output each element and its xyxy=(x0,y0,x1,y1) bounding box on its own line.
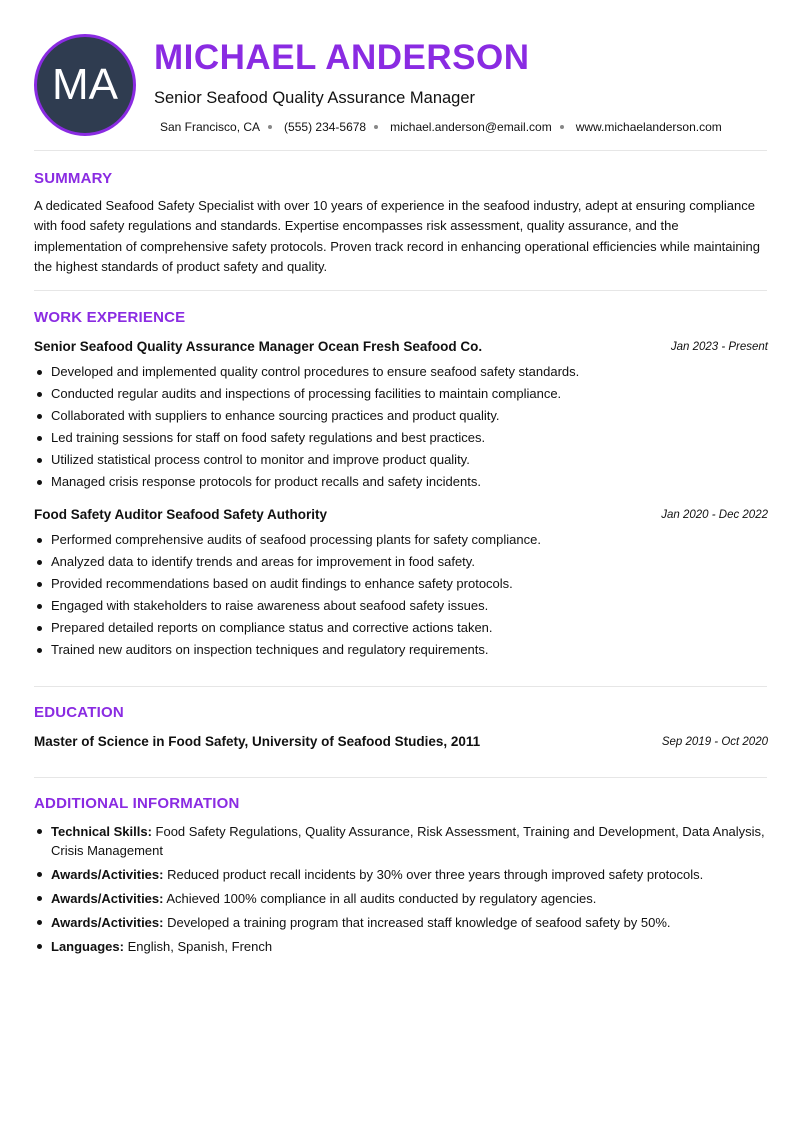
list-item xyxy=(34,822,770,860)
list-item: Collaborated with suppliers to enhance sourcing practices and product quality. xyxy=(34,405,770,427)
job-role: Food Safety Auditor Seafood Safety Authority xyxy=(34,507,328,522)
resume-header xyxy=(34,34,768,138)
item-text: Developed a training program that increased staff knowledge of seafood safety by 50%. xyxy=(163,915,671,930)
summary-heading: SUMMARY xyxy=(34,170,113,187)
list-item: Managed crisis response protocols for product recalls and safety incidents. xyxy=(34,471,770,493)
list-item: Analyzed data to identify trends and areas for improvement in food safety. xyxy=(34,551,770,573)
list-item: Performed comprehensive audits of seafood processing plants for safety compliance. xyxy=(34,529,770,551)
list-item: Trained new auditors on inspection techniques and regulatory requirements. xyxy=(34,639,770,661)
job-dates: Jan 2023 - Present xyxy=(670,341,768,353)
contact-phone: (555) 234-5678 xyxy=(284,120,367,134)
degree: Master of Science in Food Safety, University of Seafood Studies, 2011 xyxy=(34,734,481,749)
list-item: Conducted regular audits and inspections of processing facilities to maintain compliance. xyxy=(34,383,770,405)
separator-dot-icon xyxy=(374,125,378,129)
item-label: Technical Skills: xyxy=(51,824,152,839)
separator-dot-icon xyxy=(560,125,564,129)
job-role: Senior Seafood Quality Assurance Manager Ocean Fresh Seafood Co. xyxy=(34,339,483,354)
additional-heading: ADDITIONAL INFORMATION xyxy=(34,795,240,812)
item-text: English, Spanish, French xyxy=(123,939,273,954)
job-bullets xyxy=(34,529,770,661)
avatar xyxy=(34,34,136,136)
separator-dot-icon xyxy=(268,125,272,129)
job-header xyxy=(34,506,768,524)
list-item xyxy=(34,865,770,884)
list-item: Prepared detailed reports on compliance status and corrective actions taken. xyxy=(34,617,770,639)
item-label: Awards/Activities: xyxy=(51,891,164,906)
experience-heading: WORK EXPERIENCE xyxy=(34,309,186,326)
item-label: Awards/Activities: xyxy=(51,915,164,930)
summary-text: A dedicated Seafood Safety Specialist with over 10 years of experience in the seafood industry, adept at ensuring compliance with food safety regulations and standards. Expertise encompasses risk assessment, quality assurance, and the implementation of comprehensive safety protocols. Proven track record in enhancing operational efficiencies while maintaining the highest standards of product safety and quality. xyxy=(34,198,760,274)
item-text: Food Safety Regulations, Quality Assurance, Risk Assessment, Training and Development, Data Analysis, Crisis Management xyxy=(51,824,765,858)
list-item xyxy=(34,889,770,908)
list-item: Developed and implemented quality control procedures to ensure seafood safety standards. xyxy=(34,361,770,383)
job-bullets xyxy=(34,361,770,493)
candidate-name: MICHAEL ANDERSON xyxy=(154,38,530,77)
item-label: Awards/Activities: xyxy=(51,867,164,882)
item-label: Languages: xyxy=(51,939,124,954)
section-divider xyxy=(34,777,767,778)
list-item: Engaged with stakeholders to raise awareness about seafood safety issues. xyxy=(34,595,770,617)
list-item: Utilized statistical process control to monitor and improve product quality. xyxy=(34,449,770,471)
education-heading: EDUCATION xyxy=(34,704,124,721)
contact-row xyxy=(160,119,722,135)
list-item xyxy=(34,937,770,956)
item-text: Achieved 100% compliance in all audits conducted by regulatory agencies. xyxy=(163,891,597,906)
section-divider xyxy=(34,290,767,291)
additional-list xyxy=(34,822,770,961)
education-dates: Sep 2019 - Oct 2020 xyxy=(661,736,768,748)
list-item: Provided recommendations based on audit findings to enhance safety protocols. xyxy=(34,573,770,595)
list-item xyxy=(34,913,770,932)
item-text: Reduced product recall incidents by 30% over three years through improved safety protocols. xyxy=(163,867,704,882)
candidate-title: Senior Seafood Quality Assurance Manager xyxy=(154,89,476,107)
list-item: Led training sessions for staff on food safety regulations and best practices. xyxy=(34,427,770,449)
section-divider xyxy=(34,150,767,151)
job-dates: Jan 2020 - Dec 2022 xyxy=(661,509,768,521)
education-entry xyxy=(34,733,768,751)
section-divider xyxy=(34,686,767,687)
job-header xyxy=(34,338,768,356)
contact-location: San Francisco, CA xyxy=(160,120,261,134)
avatar-initials: MA xyxy=(52,60,118,109)
contact-website[interactable]: www.michaelanderson.com xyxy=(575,120,722,134)
contact-email[interactable]: michael.anderson@email.com xyxy=(390,120,552,134)
